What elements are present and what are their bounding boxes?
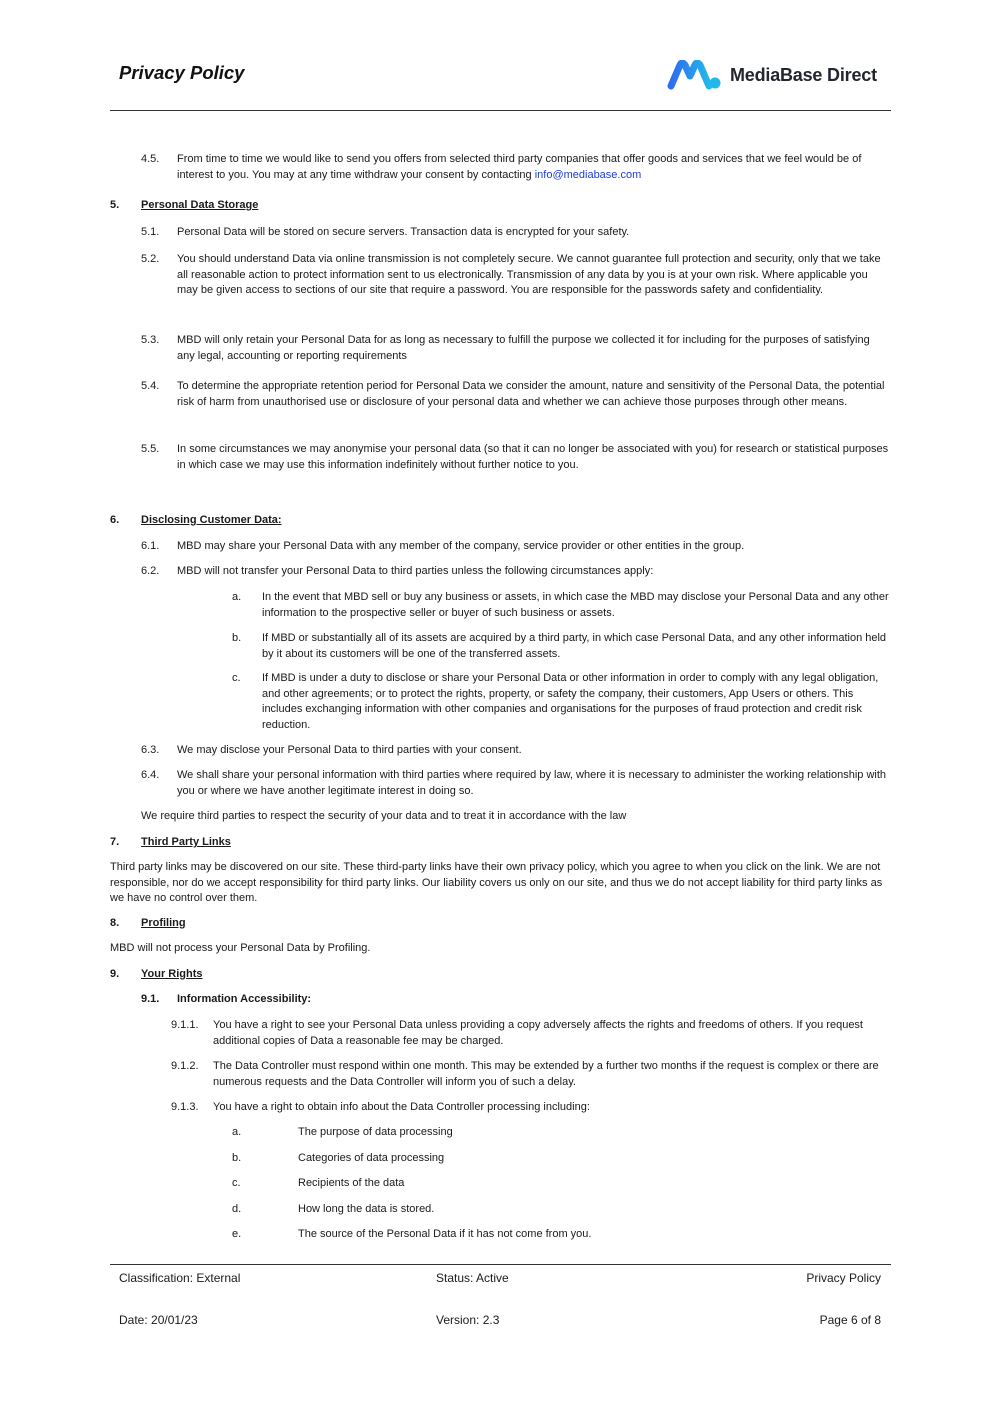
paragraph-5-1: Personal Data will be stored on secure servers. Transaction data is encrypted for your safety.: [177, 226, 630, 238]
section-heading-your-rights: Your Rights: [141, 968, 203, 980]
list-marker: d.: [232, 1203, 242, 1215]
paragraph-9-1-1: You have a right to see your Personal Data unless providing a copy adversely affects the rights and freedoms of others. If you request additional copies of Data a reasonable fee may be charged.: [213, 1019, 863, 1047]
footer-status: Status: Active: [436, 1271, 509, 1285]
contact-email-link[interactable]: info@mediabase.com: [534, 168, 642, 181]
section-heading-third-party-links: Third Party Links: [141, 836, 231, 848]
paragraph-5-4: To determine the appropriate retention period for Personal Data we consider the amount, nature and sensitivity of the Personal Data, the potential risk of harm from unauthorised use or disclosure of your personal data and whether we can achieve those purposes through other means.: [177, 380, 885, 408]
section-number: 9.1.3.: [171, 1101, 199, 1113]
paragraph-4-5: [177, 152, 889, 183]
section-number: 5.3.: [141, 334, 160, 346]
section-number: 5.5.: [141, 443, 160, 455]
footer-version: Version: 2.3: [436, 1313, 500, 1327]
footer-doc-name: Privacy Policy: [806, 1271, 881, 1285]
section-number: 4.5.: [141, 153, 160, 165]
list-marker: a.: [232, 1126, 242, 1138]
list-marker: e.: [232, 1228, 242, 1240]
section-number: 9.1.1.: [171, 1019, 199, 1031]
section-number: 9.1.2.: [171, 1060, 199, 1072]
paragraph-9-1-2: The Data Controller must respond within one month. This may be extended by a further two months if the request is complex or there are numerous requests and the Data Controller will inform you of such a delay.: [213, 1060, 879, 1088]
brand-logo: [667, 60, 877, 90]
list-item: How long the data is stored.: [298, 1203, 435, 1215]
footer-divider: [110, 1264, 891, 1265]
section-number: 9.1.: [141, 993, 160, 1005]
paragraph-text: From time to time we would like to send you offers from selected third party companies that offer goods and services that we feel would be of interest to you. You may at any time withdraw your consent by contacting: [177, 153, 862, 181]
section-number: 6.2.: [141, 565, 160, 577]
header-divider: [110, 110, 891, 111]
paragraph-6-1: MBD may share your Personal Data with any member of the company, service provider or other entities in the group.: [177, 540, 745, 552]
section-number: 7.: [110, 836, 120, 848]
list-item-6-2-c: If MBD is under a duty to disclose or share your Personal Data or other information in order to comply with any legal obligation, and other agreements; or to protect the rights, property, or safety the company, their customers, App Users or others. This includes exchanging information with other companies and organisations for the purposes of fraud protection and credit risk reduction.: [262, 672, 879, 731]
list-item-6-2-b: If MBD or substantially all of its assets are acquired by a third party, in which case Personal Data, and any other information held by it about its customers will be one of the transferred assets.: [262, 632, 887, 660]
paragraph-6-3: We may disclose your Personal Data to third parties with your consent.: [177, 744, 522, 756]
section-number: 6.3.: [141, 744, 160, 756]
section-number: 5.: [110, 199, 120, 211]
list-marker: b.: [232, 632, 242, 644]
paragraph-6-2: MBD will not transfer your Personal Data to third parties unless the following circumstances apply:: [177, 565, 654, 577]
paragraph-6-4: We shall share your personal information with third parties where required by law, where it is necessary to administer the working relationship with you or where we have another legitimate interest in doing so.: [177, 769, 887, 797]
subsection-heading-accessibility: Information Accessibility:: [177, 993, 312, 1005]
list-marker: b.: [232, 1152, 242, 1164]
footer-classification: Classification: External: [119, 1271, 241, 1285]
list-item: The source of the Personal Data if it has not come from you.: [298, 1228, 592, 1240]
section-heading-profiling: Profiling: [141, 917, 186, 929]
paragraph-7: Third party links may be discovered on our site. These third-party links have their own privacy policy, which you agree to when you click on the link. We are not responsible, nor do we accept responsibility for third party links. Our liability covers us only on our site, and thus we do not accept liability for third party links as we have no control over them.: [110, 861, 883, 905]
list-marker: c.: [232, 1177, 241, 1189]
footer-date: Date: 20/01/23: [119, 1313, 198, 1327]
list-marker: a.: [232, 591, 242, 603]
section-number: 6.4.: [141, 769, 160, 781]
section-number: 5.4.: [141, 380, 160, 392]
list-item: Recipients of the data: [298, 1177, 405, 1189]
paragraph-5-2: You should understand Data via online transmission is not completely secure. We cannot guarantee full protection and security, only that we take all reasonable action to protect information sent to us electronically. Transmission of any data by you is at your own risk. Where applicable you may be given access to sections of our site that require a password. You are responsible for the passwords safety and confidentiality.: [177, 253, 881, 297]
list-item-6-2-a: In the event that MBD sell or buy any business or assets, in which case the MBD may disclose your Personal Data and any other information to the prospective seller or buyer of such business or assets.: [262, 591, 889, 619]
list-item: The purpose of data processing: [298, 1126, 453, 1138]
list-item: Categories of data processing: [298, 1152, 445, 1164]
page-title: Privacy Policy: [119, 62, 245, 83]
section-number: 6.1.: [141, 540, 160, 552]
footer-page-number: Page 6 of 8: [819, 1313, 881, 1327]
mediabase-logo-icon: [667, 60, 723, 90]
section-number: 5.1.: [141, 226, 160, 238]
paragraph-6-note: We require third parties to respect the security of your data and to treat it in accordance with the law: [141, 810, 627, 822]
section-number: 6.: [110, 514, 120, 526]
paragraph-5-3: MBD will only retain your Personal Data for as long as necessary to fulfill the purpose we collected it for including for the purposes of satisfying any legal, accounting or reporting requirements: [177, 334, 870, 362]
paragraph-9-1-3: You have a right to obtain info about the Data Controller processing including:: [213, 1101, 590, 1113]
paragraph-5-5: In some circumstances we may anonymise your personal data (so that it can no longer be associated with you) for research or statistical purposes in which case we may use this information indefinitely without further notice to you.: [177, 443, 889, 471]
section-number: 9.: [110, 968, 120, 980]
brand-name: MediaBase Direct: [730, 64, 877, 85]
section-number: 8.: [110, 917, 120, 929]
section-heading-disclosing-data: Disclosing Customer Data:: [141, 514, 282, 526]
paragraph-8: MBD will not process your Personal Data by Profiling.: [110, 942, 371, 954]
list-marker: c.: [232, 672, 241, 684]
section-heading-data-storage: Personal Data Storage: [141, 199, 259, 211]
section-number: 5.2.: [141, 253, 160, 265]
